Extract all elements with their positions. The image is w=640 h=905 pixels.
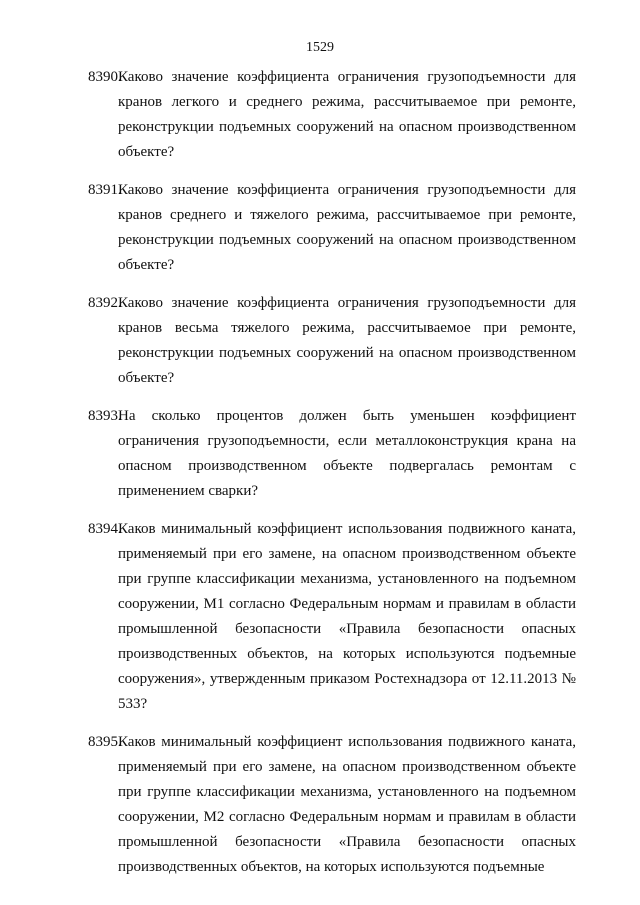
question-item <box>88 404 576 504</box>
question-item <box>88 178 576 278</box>
question-text: На сколько процентов должен быть уменьшен коэффициент ограничения грузоподъемности, если металлоконструкция крана на опасном производственном объекте подвергалась ремонтам с применением сварки? <box>118 408 576 499</box>
question-item <box>88 730 576 880</box>
question-item <box>88 291 576 391</box>
page-number: 1529 <box>306 40 334 55</box>
question-list <box>88 65 576 893</box>
question-number: 8390. <box>88 69 122 85</box>
question-text: Каков минимальный коэффициент использования подвижного каната, применяемый при его замене, на опасном производственном объекте при группе классификации механизма, установленного на подъемном сооружении, М1 согласно Федеральным нормам и правилам в области промышленной безопасности «Правила безопасности опасных производственных объектов, на которых используются подъемные сооружения», утвержденным приказом Ростехнадзора от 12.11.2013 № 533? <box>118 521 576 712</box>
question-number: 8395. <box>88 734 122 750</box>
question-text: Каков минимальный коэффициент использования подвижного каната, применяемый при его замене, на опасном производственном объекте при группе классификации механизма, установленного на подъемном сооружении, М2 согласно Федеральным нормам и правилам в области промышленной безопасности «Правила безопасности опасных производственных объектов, на которых используются подъемные <box>118 734 576 875</box>
question-text: Каково значение коэффициента ограничения грузоподъемности для кранов среднего и тяжелого режима, рассчитываемое при ремонте, реконструкции подъемных сооружений на опасном производственном объекте? <box>118 182 576 273</box>
question-number: 8393. <box>88 408 122 424</box>
question-number: 8392. <box>88 295 122 311</box>
question-number: 8391. <box>88 182 122 198</box>
question-text: Каково значение коэффициента ограничения грузоподъемности для кранов весьма тяжелого режима, рассчитываемое при ремонте, реконструкции подъемных сооружений на опасном производственном объекте? <box>118 295 576 386</box>
question-text: Каково значение коэффициента ограничения грузоподъемности для кранов легкого и среднего режима, рассчитываемое при ремонте, реконструкции подъемных сооружений на опасном производственном объекте? <box>118 69 576 160</box>
question-item <box>88 65 576 165</box>
question-item <box>88 517 576 717</box>
question-number: 8394. <box>88 521 122 537</box>
